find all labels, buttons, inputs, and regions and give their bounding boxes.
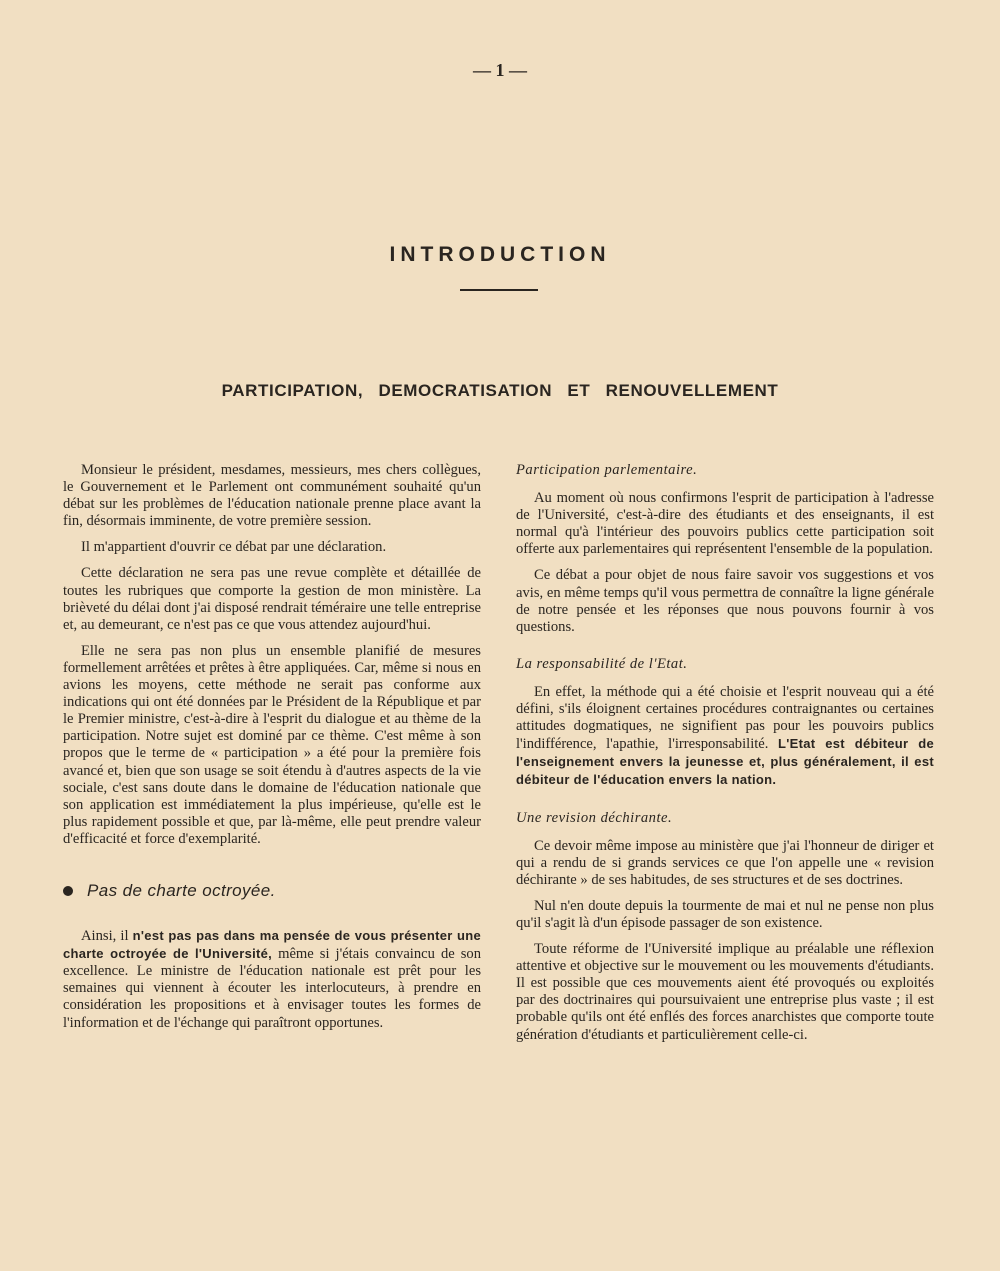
bullet-icon xyxy=(63,886,73,896)
right-paragraph-5: Nul n'en doute depuis la tourmente de mai et nul ne pense non plus qu'il s'agit là d'un épisode passager de son existence. xyxy=(516,897,934,931)
paragraph-5-start: Ainsi, il xyxy=(81,928,133,945)
section-heading-charte xyxy=(63,882,481,899)
left-paragraph-4: Elle ne sera pas non plus un ensemble planifié de mesures formellement arrêtées et prêtes à être appliquées. Car, même si nous en avions les moyens, cette méthode ne serait pas conforme aux indications qui ont été données par le Président de la République et par le Premier ministre, c'est-à-dire à l'esprit du dialogue et au thème de la participation. Notre sujet est dominé par ce thème. C'est même à son propos que le terme de « participation » a été pour la première fois avancé et, bien que son usage se soit étendu à d'autres aspects de la vie sociale, c'est sans doute dans le domaine de l'éducation nationale que son application est immédiatement la plus impérieuse, qu'elle est le plus rapidement possible et que, par là-même, elle peut prendre valeur d'efficacité et force d'exemplarité. xyxy=(63,642,481,847)
right-paragraph-2: Ce débat a pour objet de nous faire savoir vos suggestions et vos avis, en même temps qu'il vous permettra de connaître la ligne générale de notre pensée et les réponses que nous pouvons fournir à vos questions. xyxy=(516,567,934,635)
section-heading-label: Pas de charte octroyée. xyxy=(87,880,276,900)
title-underline xyxy=(460,289,538,291)
page-number: — 1 — xyxy=(473,60,527,80)
left-column xyxy=(63,462,481,1041)
right-column xyxy=(516,462,934,1053)
paragraph-3-start: En effet, la méthode qui a été choisie et l'esprit nouveau qui a été défini, s'ils éloignent certaines procédures contraignantes ou certaines attitudes dogmatiques, ne signifient pas pour les pouvoirs publics l'indifférence, l'apathie, l'irresponsabilité. xyxy=(516,683,934,753)
subheading-revision-dechirante: Une revision déchirante. xyxy=(516,809,673,826)
right-paragraph-3 xyxy=(516,684,934,790)
left-paragraph-2: Il m'appartient d'ouvrir ce débat par une déclaration. xyxy=(81,539,387,556)
left-paragraph-3: Cette déclaration ne sera pas une revue complète et détaillée de toutes les rubriques que comporte la gestion de mon ministère. La brièveté du délai dont j'ai disposé rendrait téméraire une telle entreprise et, au demeurant, ce n'est pas ce que vous attendez aujourd'hui. xyxy=(63,565,481,633)
left-paragraph-1: Monsieur le président, mesdames, messieurs, mes chers collègues, le Gouvernement et le Parlement ont communément souhaité qu'un débat sur les problèmes de l'éducation nationale prenne place avant la fin, désormais imminente, de votre première session. xyxy=(63,462,481,530)
subheading-participation-parlementaire: Participation parlementaire. xyxy=(516,462,698,478)
paragraph-5-emphasis: n'est pas pas dans ma pensée de vous présenter une charte octroyée de l'Université, xyxy=(63,928,482,962)
right-paragraph-1: Au moment où nous confirmons l'esprit de participation à l'adresse de l'Université, c'est-à-dire des étudiants et des enseignants, il est normal qu'à l'intérieur des pouvoirs publics cette participation soit offerte aux parlementaires qui représentent l'ensemble de la population. xyxy=(516,490,934,558)
right-paragraph-4: Ce devoir même impose au ministère que j'ai l'honneur de diriger et qui a rendu de si grands services ce que l'on appelle une « revision déchirante » de ses habitudes, de ses structures et de ses doctrines. xyxy=(516,837,934,888)
subheading-responsabilite-etat: La responsabilité de l'Etat. xyxy=(516,655,688,672)
right-paragraph-6: Toute réforme de l'Université implique au préalable une réflexion attentive et objective sur le mouvement ou les mouvements d'étudiants. Il est possible que ces mouvements aient été provoqués ou exploités par des doctrinaires qui poursuivaient une entreprise plus vaste ; il est probable qu'ils ont été enflés des forces anarchistes que comporte toute génération d'étudiants et particulièrement celle-ci. xyxy=(516,941,934,1043)
page-subtitle: PARTICIPATION, DEMOCRATISATION ET RENOUVELLEMENT xyxy=(221,381,779,400)
paragraph-3-emphasis: L'Etat est débiteur de l'enseignement envers la jeunesse et, plus généralement, il est débiteur de l'éducation envers la nation. xyxy=(516,736,934,788)
page-title: INTRODUCTION xyxy=(389,243,611,266)
paragraph-5-end: même si j'étais convaincu de son excellence. Le ministre de l'éducation nationale est prêt pour les semaines qui viennent à écouter les interlocuteurs, à prendre en considération les propositions et à envisager toutes les formes de l'information et de l'échange qui paraîtront opportunes. xyxy=(63,946,481,1031)
left-paragraph-5 xyxy=(63,927,481,1032)
